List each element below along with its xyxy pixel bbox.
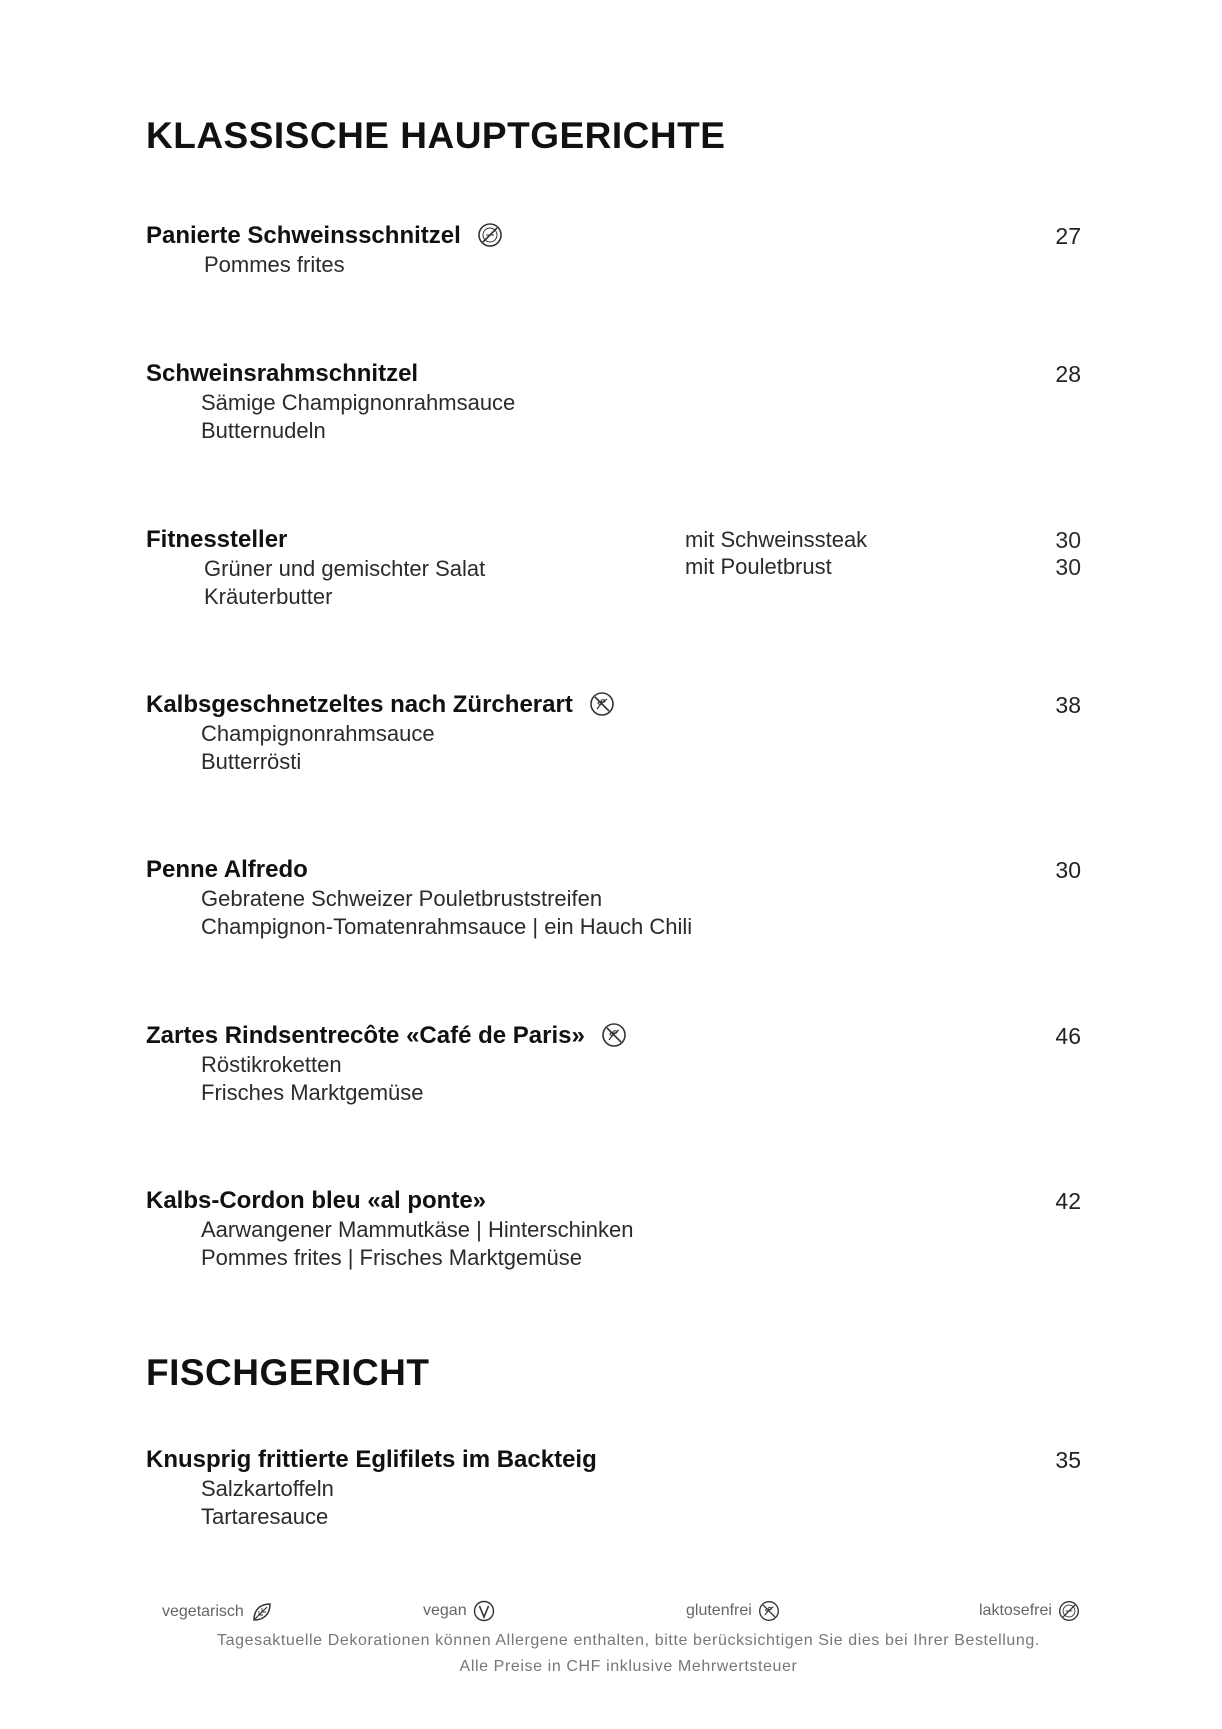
gluten-free-icon bbox=[601, 1022, 627, 1048]
menu-item bbox=[146, 1445, 1081, 1531]
dish-name: Kalbs-Cordon bleu «al ponte» bbox=[146, 1187, 487, 1214]
dish-description-line: Röstikroketten bbox=[201, 1052, 342, 1077]
price-variant bbox=[685, 526, 1081, 554]
dish-name: Panierte Schweinsschnitzel bbox=[146, 222, 461, 249]
section-title-main-dishes: KLASSISCHE HAUPTGERICHTE bbox=[146, 115, 726, 156]
legend-item bbox=[162, 1600, 274, 1624]
price-note: Alle Preise in CHF inklusive Mehrwertsteuer bbox=[459, 1658, 798, 1675]
dish-description-line: Kräuterbutter bbox=[204, 584, 333, 609]
dish-description-line: Gebratene Schweizer Pouletbruststreifen bbox=[201, 886, 603, 911]
dish-description-line: Butternudeln bbox=[201, 418, 326, 443]
lactose-free-icon bbox=[477, 222, 503, 248]
menu-item bbox=[146, 1021, 1081, 1107]
dish-description-line: Butterrösti bbox=[201, 749, 302, 774]
dish-price: 38 bbox=[1055, 692, 1081, 718]
legend-label: glutenfrei bbox=[686, 1602, 752, 1619]
dish-description-line: Pommes frites bbox=[204, 252, 345, 277]
legend-label: vegan bbox=[423, 1602, 467, 1619]
dish-price: 42 bbox=[1055, 1188, 1081, 1214]
dish-name: Zartes Rindsentrecôte «Café de Paris» bbox=[146, 1022, 585, 1049]
variant-label: mit Schweinssteak bbox=[685, 527, 868, 552]
variant-label: mit Pouletbrust bbox=[685, 554, 832, 579]
legend-item bbox=[423, 1600, 495, 1622]
dish-name: Schweinsrahmschnitzel bbox=[146, 360, 419, 387]
menu-item bbox=[146, 221, 1081, 279]
dish-name: Penne Alfredo bbox=[146, 856, 308, 883]
dish-description-line: Aarwangener Mammutkäse | Hinterschinken bbox=[201, 1217, 634, 1242]
dish-price: 46 bbox=[1055, 1023, 1081, 1049]
menu-item bbox=[146, 1186, 1081, 1272]
legend-label: vegetarisch bbox=[162, 1603, 244, 1620]
price-variants bbox=[685, 525, 1081, 581]
legend-item bbox=[979, 1600, 1080, 1622]
dish-name: Fitnessteller bbox=[146, 526, 288, 553]
dish-description-line: Frisches Marktgemüse bbox=[201, 1080, 424, 1105]
dish-price: 30 bbox=[1055, 857, 1081, 883]
price-variant bbox=[685, 553, 1081, 581]
dish-price: 35 bbox=[1055, 1447, 1081, 1473]
menu-item bbox=[146, 855, 1081, 941]
dish-description-line: Tartaresauce bbox=[201, 1504, 329, 1529]
vegan-icon bbox=[473, 1600, 495, 1622]
dish-description-line: Champignonrahmsauce bbox=[201, 721, 435, 746]
dish-price: 27 bbox=[1055, 223, 1081, 249]
dish-description-line: Sämige Champignonrahmsauce bbox=[201, 390, 516, 415]
vegetarian-leaf-icon bbox=[250, 1600, 274, 1624]
legend-item bbox=[686, 1600, 780, 1622]
menu-item bbox=[146, 359, 1081, 445]
dish-description-line: Grüner und gemischter Salat bbox=[204, 556, 486, 581]
lactose-free-icon bbox=[1058, 1600, 1080, 1622]
dish-price: 28 bbox=[1055, 361, 1081, 387]
menu-item bbox=[146, 525, 1081, 611]
menu-item bbox=[146, 690, 1081, 776]
dish-description-line: Salzkartoffeln bbox=[201, 1476, 334, 1501]
section-title-fish: FISCHGERICHT bbox=[146, 1352, 430, 1393]
gluten-free-icon bbox=[589, 691, 615, 717]
dish-description-line: Pommes frites | Frisches Marktgemüse bbox=[201, 1245, 583, 1270]
variant-price: 30 bbox=[1055, 554, 1081, 580]
dietary-legend bbox=[162, 1600, 1094, 1628]
gluten-free-icon bbox=[758, 1600, 780, 1622]
dish-name: Knusprig frittierte Eglifilets im Backteig bbox=[146, 1446, 597, 1473]
variant-price: 30 bbox=[1055, 527, 1081, 553]
legend-label: laktosefrei bbox=[979, 1602, 1052, 1619]
allergen-note: Tagesaktuelle Dekorationen können Allergene enthalten, bitte berücksichtigen Sie dies bei Ihrer Bestellung. bbox=[217, 1632, 1040, 1649]
dish-name: Kalbsgeschnetzeltes nach Zürcherart bbox=[146, 691, 573, 718]
dish-description-line: Champignon-Tomatenrahmsauce | ein Hauch Chili bbox=[201, 914, 693, 939]
